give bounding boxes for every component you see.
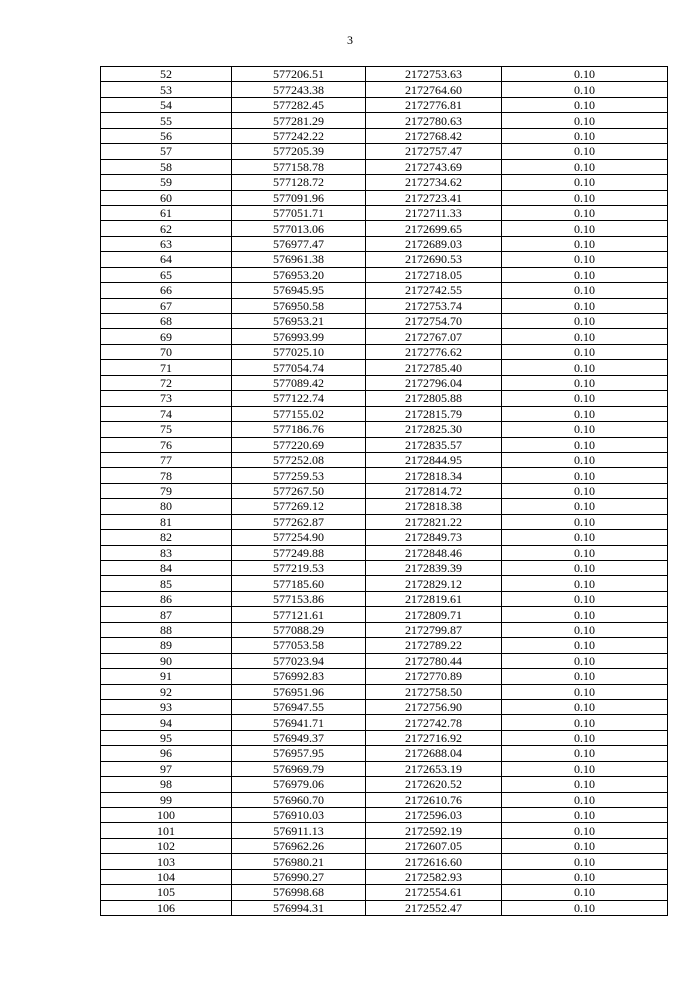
page-number: 3 <box>347 33 353 47</box>
x-coordinate-cell: 576947.55 <box>232 699 366 714</box>
point-number-cell: 61 <box>101 205 232 220</box>
point-number-cell: 68 <box>101 314 232 329</box>
x-coordinate-cell: 577121.61 <box>232 607 366 622</box>
x-coordinate-cell: 577013.06 <box>232 221 366 236</box>
table-row <box>101 854 668 869</box>
value-cell: 0.10 <box>502 159 668 174</box>
x-coordinate-cell: 577153.86 <box>232 591 366 606</box>
x-coordinate-cell: 576980.21 <box>232 854 366 869</box>
point-number-cell: 79 <box>101 483 232 498</box>
x-coordinate-cell: 577220.69 <box>232 437 366 452</box>
table-row <box>101 761 668 776</box>
y-coordinate-cell: 2172757.47 <box>366 144 502 159</box>
point-number-cell: 78 <box>101 468 232 483</box>
x-coordinate-cell: 577267.50 <box>232 483 366 498</box>
y-coordinate-cell: 2172616.60 <box>366 854 502 869</box>
value-cell: 0.10 <box>502 329 668 344</box>
value-cell: 0.10 <box>502 561 668 576</box>
table-row <box>101 252 668 267</box>
table-row <box>101 514 668 529</box>
value-cell: 0.10 <box>502 391 668 406</box>
y-coordinate-cell: 2172620.52 <box>366 777 502 792</box>
point-number-cell: 105 <box>101 885 232 900</box>
table-row <box>101 128 668 143</box>
y-coordinate-cell: 2172829.12 <box>366 576 502 591</box>
x-coordinate-cell: 577185.60 <box>232 576 366 591</box>
y-coordinate-cell: 2172780.44 <box>366 653 502 668</box>
value-cell: 0.10 <box>502 499 668 514</box>
y-coordinate-cell: 2172653.19 <box>366 761 502 776</box>
point-number-cell: 75 <box>101 422 232 437</box>
y-coordinate-cell: 2172780.63 <box>366 113 502 128</box>
point-number-cell: 96 <box>101 746 232 761</box>
value-cell: 0.10 <box>502 422 668 437</box>
x-coordinate-cell: 577054.74 <box>232 360 366 375</box>
point-number-cell: 93 <box>101 699 232 714</box>
y-coordinate-cell: 2172723.41 <box>366 190 502 205</box>
table-row <box>101 190 668 205</box>
value-cell: 0.10 <box>502 97 668 112</box>
point-number-cell: 87 <box>101 607 232 622</box>
point-number-cell: 82 <box>101 530 232 545</box>
point-number-cell: 98 <box>101 777 232 792</box>
y-coordinate-cell: 2172767.07 <box>366 329 502 344</box>
point-number-cell: 67 <box>101 298 232 313</box>
point-number-cell: 101 <box>101 823 232 838</box>
x-coordinate-cell: 577023.94 <box>232 653 366 668</box>
x-coordinate-cell: 576990.27 <box>232 869 366 884</box>
point-number-cell: 102 <box>101 838 232 853</box>
point-number-cell: 58 <box>101 159 232 174</box>
y-coordinate-cell: 2172796.04 <box>366 375 502 390</box>
value-cell: 0.10 <box>502 761 668 776</box>
y-coordinate-cell: 2172770.89 <box>366 669 502 684</box>
x-coordinate-cell: 577088.29 <box>232 622 366 637</box>
value-cell: 0.10 <box>502 128 668 143</box>
table-row <box>101 391 668 406</box>
point-number-cell: 91 <box>101 669 232 684</box>
point-number-cell: 89 <box>101 638 232 653</box>
table-row <box>101 97 668 112</box>
table-row <box>101 653 668 668</box>
point-number-cell: 84 <box>101 561 232 576</box>
y-coordinate-cell: 2172814.72 <box>366 483 502 498</box>
value-cell: 0.10 <box>502 82 668 97</box>
y-coordinate-cell: 2172825.30 <box>366 422 502 437</box>
point-number-cell: 65 <box>101 267 232 282</box>
table-row <box>101 684 668 699</box>
point-number-cell: 55 <box>101 113 232 128</box>
x-coordinate-cell: 577249.88 <box>232 545 366 560</box>
point-number-cell: 60 <box>101 190 232 205</box>
table-row <box>101 746 668 761</box>
value-cell: 0.10 <box>502 375 668 390</box>
table-row <box>101 777 668 792</box>
table-row <box>101 344 668 359</box>
value-cell: 0.10 <box>502 746 668 761</box>
x-coordinate-cell: 577219.53 <box>232 561 366 576</box>
y-coordinate-cell: 2172756.90 <box>366 699 502 714</box>
value-cell: 0.10 <box>502 452 668 467</box>
value-cell: 0.10 <box>502 314 668 329</box>
point-number-cell: 103 <box>101 854 232 869</box>
point-number-cell: 53 <box>101 82 232 97</box>
y-coordinate-cell: 2172716.92 <box>366 730 502 745</box>
x-coordinate-cell: 577262.87 <box>232 514 366 529</box>
table-row <box>101 561 668 576</box>
y-coordinate-cell: 2172835.57 <box>366 437 502 452</box>
y-coordinate-cell: 2172758.50 <box>366 684 502 699</box>
table-row <box>101 545 668 560</box>
point-number-cell: 57 <box>101 144 232 159</box>
point-number-cell: 81 <box>101 514 232 529</box>
point-number-cell: 69 <box>101 329 232 344</box>
x-coordinate-cell: 577282.45 <box>232 97 366 112</box>
table-row <box>101 900 668 915</box>
value-cell: 0.10 <box>502 900 668 915</box>
table-row <box>101 267 668 282</box>
table-row <box>101 885 668 900</box>
table-row <box>101 622 668 637</box>
table-row <box>101 452 668 467</box>
table-row <box>101 205 668 220</box>
point-number-cell: 100 <box>101 808 232 823</box>
value-cell: 0.10 <box>502 715 668 730</box>
x-coordinate-cell: 577281.29 <box>232 113 366 128</box>
x-coordinate-cell: 576910.03 <box>232 808 366 823</box>
table-row <box>101 329 668 344</box>
value-cell: 0.10 <box>502 838 668 853</box>
point-number-cell: 85 <box>101 576 232 591</box>
value-cell: 0.10 <box>502 607 668 622</box>
value-cell: 0.10 <box>502 267 668 282</box>
point-number-cell: 90 <box>101 653 232 668</box>
x-coordinate-cell: 576979.06 <box>232 777 366 792</box>
point-number-cell: 62 <box>101 221 232 236</box>
table-row <box>101 67 668 82</box>
table-row <box>101 422 668 437</box>
y-coordinate-cell: 2172596.03 <box>366 808 502 823</box>
table-row <box>101 483 668 498</box>
y-coordinate-cell: 2172552.47 <box>366 900 502 915</box>
value-cell: 0.10 <box>502 808 668 823</box>
y-coordinate-cell: 2172805.88 <box>366 391 502 406</box>
y-coordinate-cell: 2172839.39 <box>366 561 502 576</box>
value-cell: 0.10 <box>502 190 668 205</box>
x-coordinate-cell: 577091.96 <box>232 190 366 205</box>
point-number-cell: 70 <box>101 344 232 359</box>
x-coordinate-cell: 577259.53 <box>232 468 366 483</box>
value-cell: 0.10 <box>502 483 668 498</box>
x-coordinate-cell: 576960.70 <box>232 792 366 807</box>
point-number-cell: 56 <box>101 128 232 143</box>
value-cell: 0.10 <box>502 298 668 313</box>
point-number-cell: 71 <box>101 360 232 375</box>
point-number-cell: 97 <box>101 761 232 776</box>
table-row <box>101 730 668 745</box>
value-cell: 0.10 <box>502 792 668 807</box>
x-coordinate-cell: 577155.02 <box>232 406 366 421</box>
table-row <box>101 437 668 452</box>
value-cell: 0.10 <box>502 684 668 699</box>
y-coordinate-cell: 2172768.42 <box>366 128 502 143</box>
table-row <box>101 236 668 251</box>
table-row <box>101 823 668 838</box>
x-coordinate-cell: 577122.74 <box>232 391 366 406</box>
value-cell: 0.10 <box>502 622 668 637</box>
table-row <box>101 499 668 514</box>
value-cell: 0.10 <box>502 653 668 668</box>
table-row <box>101 699 668 714</box>
y-coordinate-cell: 2172785.40 <box>366 360 502 375</box>
value-cell: 0.10 <box>502 854 668 869</box>
table-row <box>101 159 668 174</box>
table-row <box>101 406 668 421</box>
x-coordinate-cell: 577252.08 <box>232 452 366 467</box>
y-coordinate-cell: 2172776.81 <box>366 97 502 112</box>
x-coordinate-cell: 577053.58 <box>232 638 366 653</box>
y-coordinate-cell: 2172690.53 <box>366 252 502 267</box>
point-number-cell: 92 <box>101 684 232 699</box>
x-coordinate-cell: 576949.37 <box>232 730 366 745</box>
x-coordinate-cell: 576945.95 <box>232 283 366 298</box>
table-row <box>101 838 668 853</box>
y-coordinate-cell: 2172809.71 <box>366 607 502 622</box>
point-number-cell: 72 <box>101 375 232 390</box>
x-coordinate-cell: 577186.76 <box>232 422 366 437</box>
table-row <box>101 283 668 298</box>
x-coordinate-cell: 577243.38 <box>232 82 366 97</box>
value-cell: 0.10 <box>502 205 668 220</box>
y-coordinate-cell: 2172815.79 <box>366 406 502 421</box>
value-cell: 0.10 <box>502 252 668 267</box>
x-coordinate-cell: 577128.72 <box>232 175 366 190</box>
y-coordinate-cell: 2172789.22 <box>366 638 502 653</box>
point-number-cell: 95 <box>101 730 232 745</box>
value-cell: 0.10 <box>502 514 668 529</box>
x-coordinate-cell: 577025.10 <box>232 344 366 359</box>
point-number-cell: 76 <box>101 437 232 452</box>
y-coordinate-cell: 2172742.78 <box>366 715 502 730</box>
x-coordinate-cell: 577269.12 <box>232 499 366 514</box>
y-coordinate-cell: 2172718.05 <box>366 267 502 282</box>
value-cell: 0.10 <box>502 823 668 838</box>
table-row <box>101 375 668 390</box>
table-row <box>101 175 668 190</box>
point-number-cell: 88 <box>101 622 232 637</box>
value-cell: 0.10 <box>502 221 668 236</box>
value-cell: 0.10 <box>502 730 668 745</box>
table-row <box>101 113 668 128</box>
x-coordinate-cell: 576953.21 <box>232 314 366 329</box>
table-row <box>101 468 668 483</box>
y-coordinate-cell: 2172688.04 <box>366 746 502 761</box>
y-coordinate-cell: 2172821.22 <box>366 514 502 529</box>
value-cell: 0.10 <box>502 885 668 900</box>
x-coordinate-cell: 576941.71 <box>232 715 366 730</box>
table-row <box>101 808 668 823</box>
x-coordinate-cell: 576961.38 <box>232 252 366 267</box>
table-row <box>101 607 668 622</box>
point-number-cell: 80 <box>101 499 232 514</box>
value-cell: 0.10 <box>502 699 668 714</box>
point-number-cell: 66 <box>101 283 232 298</box>
y-coordinate-cell: 2172754.70 <box>366 314 502 329</box>
x-coordinate-cell: 576911.13 <box>232 823 366 838</box>
table-row <box>101 221 668 236</box>
y-coordinate-cell: 2172764.60 <box>366 82 502 97</box>
x-coordinate-cell: 576962.26 <box>232 838 366 853</box>
x-coordinate-cell: 577242.22 <box>232 128 366 143</box>
value-cell: 0.10 <box>502 530 668 545</box>
point-number-cell: 74 <box>101 406 232 421</box>
x-coordinate-cell: 576950.58 <box>232 298 366 313</box>
table-row <box>101 360 668 375</box>
y-coordinate-cell: 2172818.38 <box>366 499 502 514</box>
point-number-cell: 77 <box>101 452 232 467</box>
table-row <box>101 82 668 97</box>
value-cell: 0.10 <box>502 344 668 359</box>
table-row <box>101 869 668 884</box>
x-coordinate-cell: 577158.78 <box>232 159 366 174</box>
value-cell: 0.10 <box>502 113 668 128</box>
point-number-cell: 73 <box>101 391 232 406</box>
y-coordinate-cell: 2172753.74 <box>366 298 502 313</box>
value-cell: 0.10 <box>502 576 668 591</box>
point-number-cell: 52 <box>101 67 232 82</box>
y-coordinate-cell: 2172776.62 <box>366 344 502 359</box>
x-coordinate-cell: 576994.31 <box>232 900 366 915</box>
point-number-cell: 83 <box>101 545 232 560</box>
y-coordinate-cell: 2172592.19 <box>366 823 502 838</box>
y-coordinate-cell: 2172610.76 <box>366 792 502 807</box>
value-cell: 0.10 <box>502 67 668 82</box>
x-coordinate-cell: 577089.42 <box>232 375 366 390</box>
value-cell: 0.10 <box>502 591 668 606</box>
x-coordinate-cell: 577205.39 <box>232 144 366 159</box>
value-cell: 0.10 <box>502 283 668 298</box>
y-coordinate-cell: 2172554.61 <box>366 885 502 900</box>
y-coordinate-cell: 2172689.03 <box>366 236 502 251</box>
y-coordinate-cell: 2172799.87 <box>366 622 502 637</box>
x-coordinate-cell: 576969.79 <box>232 761 366 776</box>
y-coordinate-cell: 2172819.61 <box>366 591 502 606</box>
value-cell: 0.10 <box>502 175 668 190</box>
x-coordinate-cell: 577206.51 <box>232 67 366 82</box>
y-coordinate-cell: 2172848.46 <box>366 545 502 560</box>
table-row <box>101 298 668 313</box>
y-coordinate-cell: 2172607.05 <box>366 838 502 853</box>
y-coordinate-cell: 2172582.93 <box>366 869 502 884</box>
table-row <box>101 314 668 329</box>
point-number-cell: 59 <box>101 175 232 190</box>
value-cell: 0.10 <box>502 360 668 375</box>
y-coordinate-cell: 2172699.65 <box>366 221 502 236</box>
table-row <box>101 530 668 545</box>
coordinate-table <box>100 66 668 916</box>
value-cell: 0.10 <box>502 869 668 884</box>
point-number-cell: 99 <box>101 792 232 807</box>
x-coordinate-cell: 576992.83 <box>232 669 366 684</box>
point-number-cell: 104 <box>101 869 232 884</box>
point-number-cell: 54 <box>101 97 232 112</box>
x-coordinate-cell: 576957.95 <box>232 746 366 761</box>
table-row <box>101 715 668 730</box>
point-number-cell: 64 <box>101 252 232 267</box>
y-coordinate-cell: 2172711.33 <box>366 205 502 220</box>
table-row <box>101 792 668 807</box>
value-cell: 0.10 <box>502 638 668 653</box>
table-row <box>101 591 668 606</box>
x-coordinate-cell: 576977.47 <box>232 236 366 251</box>
y-coordinate-cell: 2172849.73 <box>366 530 502 545</box>
x-coordinate-cell: 576951.96 <box>232 684 366 699</box>
x-coordinate-cell: 576953.20 <box>232 267 366 282</box>
value-cell: 0.10 <box>502 437 668 452</box>
value-cell: 0.10 <box>502 236 668 251</box>
value-cell: 0.10 <box>502 669 668 684</box>
value-cell: 0.10 <box>502 545 668 560</box>
y-coordinate-cell: 2172818.34 <box>366 468 502 483</box>
coordinate-table-body <box>101 67 668 916</box>
y-coordinate-cell: 2172734.62 <box>366 175 502 190</box>
value-cell: 0.10 <box>502 468 668 483</box>
table-row <box>101 669 668 684</box>
y-coordinate-cell: 2172753.63 <box>366 67 502 82</box>
y-coordinate-cell: 2172742.55 <box>366 283 502 298</box>
x-coordinate-cell: 577254.90 <box>232 530 366 545</box>
value-cell: 0.10 <box>502 406 668 421</box>
point-number-cell: 94 <box>101 715 232 730</box>
y-coordinate-cell: 2172844.95 <box>366 452 502 467</box>
point-number-cell: 63 <box>101 236 232 251</box>
table-row <box>101 576 668 591</box>
point-number-cell: 86 <box>101 591 232 606</box>
table-row <box>101 144 668 159</box>
value-cell: 0.10 <box>502 144 668 159</box>
y-coordinate-cell: 2172743.69 <box>366 159 502 174</box>
x-coordinate-cell: 577051.71 <box>232 205 366 220</box>
point-number-cell: 106 <box>101 900 232 915</box>
x-coordinate-cell: 576993.99 <box>232 329 366 344</box>
table-row <box>101 638 668 653</box>
x-coordinate-cell: 576998.68 <box>232 885 366 900</box>
value-cell: 0.10 <box>502 777 668 792</box>
